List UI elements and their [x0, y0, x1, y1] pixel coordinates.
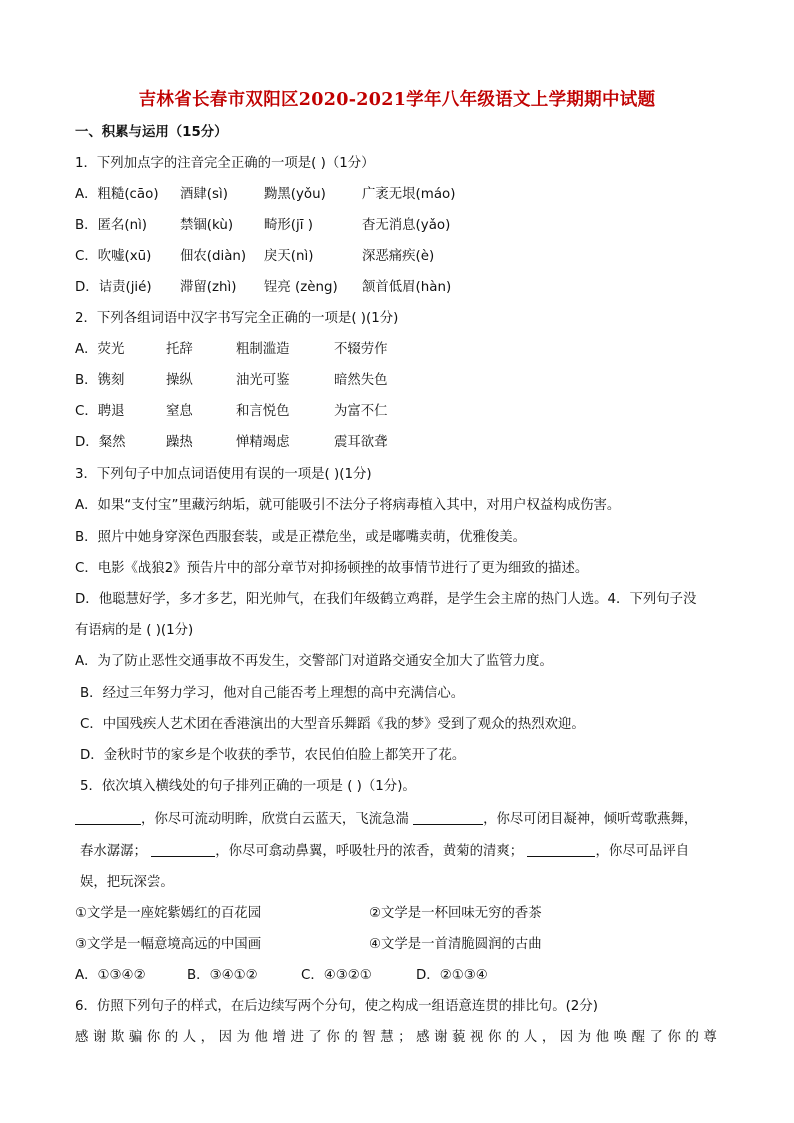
answer-blank-2[interactable]: [413, 810, 483, 825]
q1-option-a-3: 黝黑(yǒu): [264, 187, 326, 202]
q3-option-c: C．电影《战狼2》预告片中的部分章节对抑扬顿挫的故事情节进行了更为细致的描述。: [75, 561, 589, 576]
q1-option-a-1: A．粗糙(cāo): [75, 187, 159, 202]
q5-passage-line-1: [75, 810, 697, 829]
q2-option-c-1: C．聘退: [75, 404, 125, 419]
q1-option-d-2: 滞留(zhì): [180, 280, 237, 295]
passage-text: ，你尽可闭目凝神，倾听莺歌燕舞，: [483, 812, 698, 827]
passage-text: ，你尽可翕动鼻翼，呼吸牡丹的浓香，黄菊的清爽；: [215, 844, 524, 859]
q1-option-d-3: 锃亮 (zèng): [264, 280, 338, 295]
q2-option-a-4: 不辍劳作: [334, 342, 388, 357]
passage-text: ，你尽可流动明眸，欣赏白云蓝天，飞流急湍: [141, 812, 409, 827]
question-4-stem: 有语病的是 ( )(1分): [75, 623, 194, 638]
q2-option-b-1: B．镌刻: [75, 373, 125, 388]
section-heading: 一、积累与运用（15分）: [75, 125, 228, 140]
q2-option-d-3: 惮精竭虑: [236, 435, 290, 450]
question-2-stem: 2．下列各组词语中汉字书写完全正确的一项是( )(1分): [75, 311, 399, 326]
q2-option-b-4: 暗然失色: [334, 373, 388, 388]
q2-option-b-3: 油光可鉴: [236, 373, 290, 388]
q2-option-c-3: 和言悦色: [236, 404, 290, 419]
q5-choice-c: C．④③②①: [301, 968, 372, 983]
question-3-stem: 3．下列句子中加点词语使用有误的一项是( )(1分): [75, 467, 372, 482]
q5-passage-line-2: [80, 842, 689, 861]
q2-option-a-2: 托辞: [166, 342, 193, 357]
answer-blank-1[interactable]: [75, 810, 141, 825]
q1-option-d-1: D．诘责(jié): [75, 280, 152, 295]
q4-option-a: A．为了防止恶性交通事故不再发生，交警部门对道路交通安全加大了监管力度。: [75, 654, 553, 669]
q5-item-1: ①文学是一座姹紫嫣红的百花园: [75, 906, 262, 921]
q2-option-d-4: 震耳欲聋: [334, 435, 388, 450]
q1-option-b-4: 杳无消息(yǎo): [362, 218, 451, 233]
answer-blank-3[interactable]: [151, 842, 215, 857]
q5-item-3: ③文学是一幅意境高远的中国画: [75, 937, 262, 952]
q4-option-d: D．金秋时节的家乡是个收获的季节，农民伯伯脸上都笑开了花。: [80, 748, 466, 763]
q1-option-c-4: 深恶痛疾(è): [362, 249, 435, 264]
q4-option-b: B．经过三年努力学习，他对自己能否考上理想的高中充满信心。: [80, 686, 465, 701]
q1-option-b-1: B．匿名(nì): [75, 218, 148, 233]
q5-choice-b: B．③④①②: [187, 968, 258, 983]
q5-item-4: ④文学是一首清脆圆润的古曲: [369, 937, 542, 952]
q5-passage-line-3: 娱，把玩深尝。: [80, 875, 174, 890]
passage-text: 春水潺潺；: [80, 844, 147, 859]
question-5-stem: 5．依次填入横线处的句子排列正确的一项是 ( )（1分)。: [80, 779, 416, 794]
answer-blank-4[interactable]: [527, 842, 595, 857]
q1-option-c-2: 佃农(diàn): [180, 249, 247, 264]
q2-option-a-1: A．荧光: [75, 342, 125, 357]
passage-text: ，你尽可品评自: [595, 844, 690, 859]
q2-option-c-4: 为富不仁: [334, 404, 388, 419]
document-title: 吉林省长春市双阳区2020-2021学年八年级语文上学期期中试题: [138, 90, 656, 110]
q1-option-b-2: 禁锢(kù): [180, 218, 234, 233]
q3-option-d: D．他聪慧好学，多才多艺，阳光帅气，在我们年级鹤立鸡群，是学生会主席的热门人选。4．下列句子没: [75, 592, 697, 607]
q2-option-d-2: 躁热: [166, 435, 193, 450]
question-6-stem: 6．仿照下列句子的样式，在后边续写两个分句，使之构成一组语意连贯的排比句。(2分): [75, 999, 598, 1014]
q2-option-c-2: 窒息: [166, 404, 193, 419]
q4-option-c: C．中国残疾人艺术团在香港演出的大型音乐舞蹈《我的梦》受到了观众的热烈欢迎。: [80, 717, 585, 732]
q1-option-a-2: 酒肆(sì): [180, 187, 228, 202]
q1-option-c-3: 戾天(nì): [264, 249, 314, 264]
q2-option-b-2: 操纵: [166, 373, 193, 388]
q2-option-d-1: D．粲然: [75, 435, 126, 450]
q6-sample-sentence: 感谢欺骗你的人，因为他增进了你的智慧；感谢藐视你的人，因为他唤醒了你的尊: [75, 1030, 720, 1045]
q1-option-c-1: C．吹嘘(xū): [75, 249, 152, 264]
q3-option-a: A．如果“支付宝”里藏污纳垢，就可能吸引不法分子将病毒植入其中，对用户权益构成伤害。: [75, 498, 621, 513]
q1-option-d-4: 颔首低眉(hàn): [362, 280, 452, 295]
question-1-stem: 1．下列加点字的注音完全正确的一项是( )（1分）: [75, 156, 375, 171]
q2-option-a-3: 粗制滥造: [236, 342, 290, 357]
q5-choice-a: A．①③④②: [75, 968, 146, 983]
q5-item-2: ②文学是一杯回味无穷的香茶: [369, 906, 542, 921]
q1-option-b-3: 畸形(jī ): [264, 218, 313, 233]
q1-option-a-4: 广袤无垠(máo): [362, 187, 456, 202]
q3-option-b: B．照片中她身穿深色西服套装，或是正襟危坐，或是嘟嘴卖萌，优雅俊美。: [75, 530, 527, 545]
q5-choice-d: D．②①③④: [416, 968, 488, 983]
